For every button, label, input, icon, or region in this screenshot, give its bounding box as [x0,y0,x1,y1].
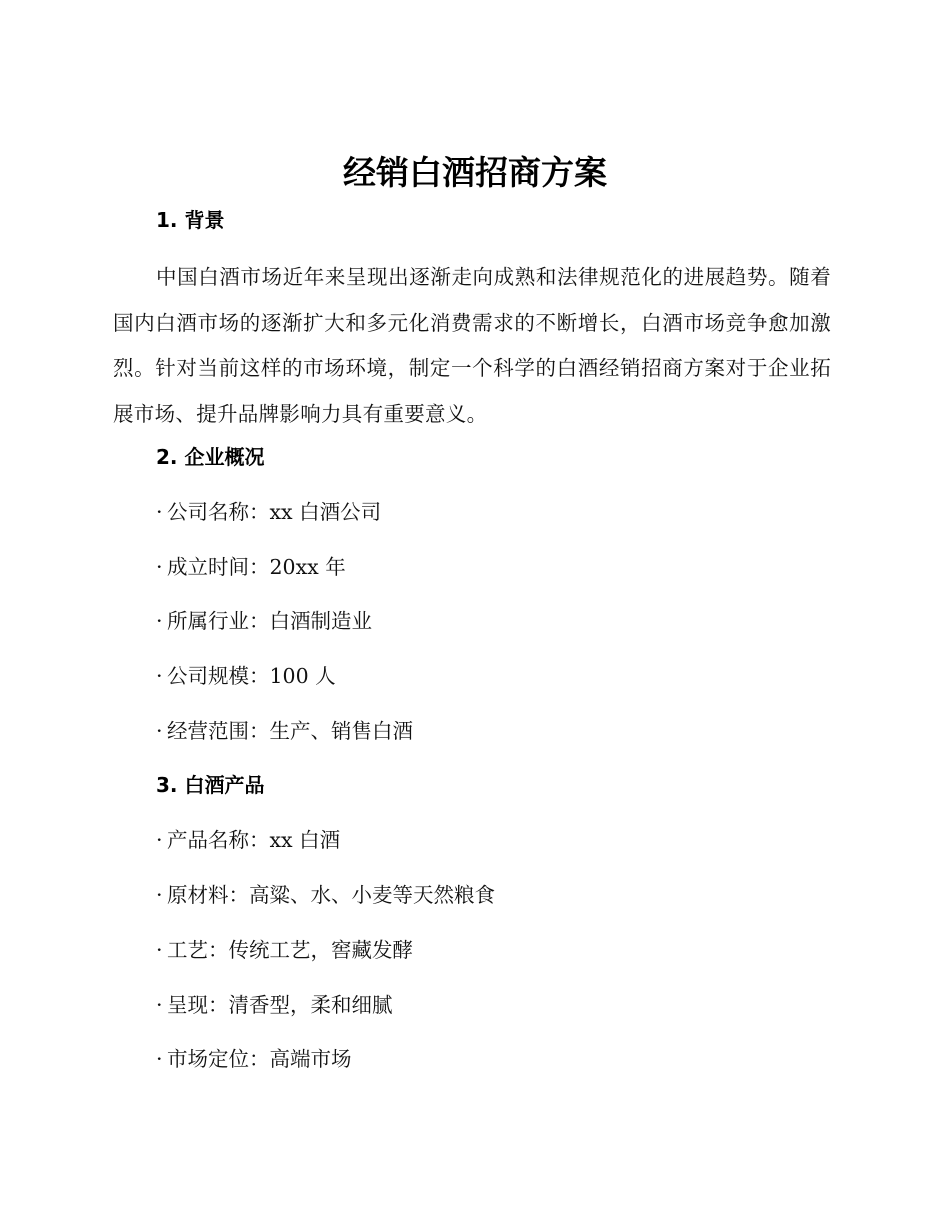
bullet: · [156,938,163,962]
bullet: · [156,1047,163,1071]
bullet: · [156,609,163,633]
bullet: · [156,555,163,579]
bullet: · [156,828,163,852]
list-item-text: 公司规模：100 人 [167,664,336,688]
list-item-text: 工艺：传统工艺，窖藏发酵 [167,938,413,962]
list-item [156,825,340,855]
bullet: · [156,664,163,688]
list-item-text: 产品名称：xx 白酒 [167,828,341,852]
section-heading-company-overview: 2. 企业概况 [156,445,265,469]
bullet: · [156,719,163,743]
background-paragraph: 中国白酒市场近年来呈现出逐渐走向成熟和法律规范化的进展趋势。随着国内白酒市场的逐渐扩大和多元化消费需求的不断增长，白酒市场竞争愈加激烈。针对当前这样的市场环境，制定一个科学的白酒经销招商方案对于企业拓展市场、提升品牌影响力具有重要意义。 [113,265,831,426]
bullet: · [156,500,163,524]
list-item-text: 所属行业：白酒制造业 [167,609,372,633]
list-item [156,606,372,636]
list-item [156,661,336,691]
bullet: · [156,993,163,1017]
list-item [156,990,393,1020]
list-item [156,716,413,746]
section-heading-liquor-products: 3. 白酒产品 [156,773,265,797]
list-item-text: 呈现：清香型，柔和细腻 [167,993,393,1017]
list-item [156,935,413,965]
section-heading-background: 1. 背景 [156,208,225,232]
list-item [156,497,381,527]
list-item-text: 原材料：高粱、水、小麦等天然粮食 [167,883,495,907]
list-item [156,1044,352,1074]
list-item [156,880,495,910]
list-item-text: 市场定位：高端市场 [167,1047,352,1071]
document-title: 经销白酒招商方案 [343,153,607,192]
list-item-text: 公司名称：xx 白酒公司 [167,500,382,524]
list-item-text: 成立时间：20xx 年 [167,555,346,579]
bullet: · [156,883,163,907]
list-item [156,552,346,582]
list-item-text: 经营范围：生产、销售白酒 [167,719,413,743]
